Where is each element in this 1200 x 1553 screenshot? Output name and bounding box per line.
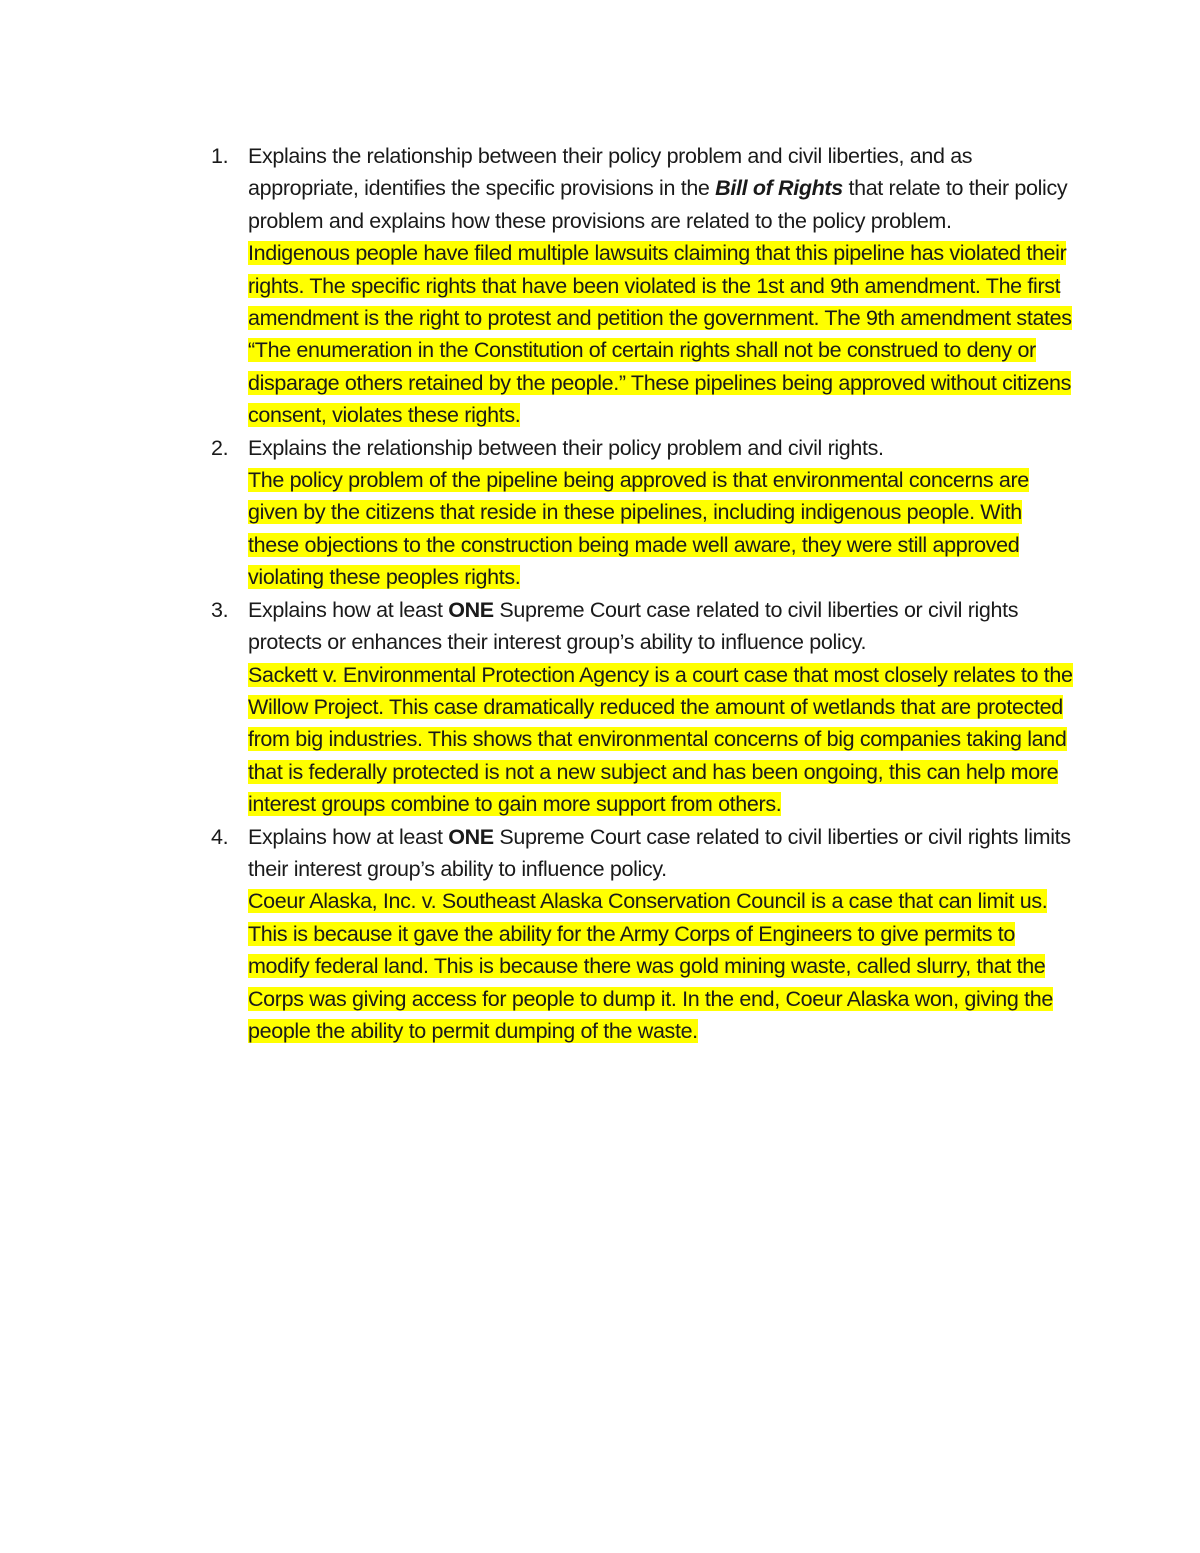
prompt-text: Supreme Court case related to civil liberties or civil rights limits their interest group’s ability to influence policy. xyxy=(248,824,1071,881)
item-answer xyxy=(248,237,1073,431)
list-item-3 xyxy=(203,594,1073,821)
item-prompt xyxy=(248,432,1073,464)
item-number: 2. xyxy=(211,435,229,460)
item-prompt xyxy=(248,594,1073,659)
prompt-text: Explains the relationship between their policy problem and civil liberties, and as appropriate, identifies the specific provisions in the xyxy=(248,144,973,201)
item-number: 1. xyxy=(211,144,229,168)
item-prompt xyxy=(248,140,1073,237)
highlighted-answer: The policy problem of the pipeline being approved is that environmental concerns are given by the citizens that reside in these pipelines, including indigenous people. With these objections to the construction being made well aware, they were still approved violating these peoples rights. xyxy=(248,468,1029,590)
prompt-text: Supreme Court case related to civil liberties or civil rights protects or enhances their interest group’s ability to influence policy. xyxy=(248,597,1019,655)
item-answer xyxy=(248,464,1073,594)
prompt-text: that relate to their policy problem and explains how these provisions are related to the policy problem. xyxy=(248,176,1068,233)
item-number: 4. xyxy=(211,824,229,849)
prompt-emphasis: ONE xyxy=(448,824,494,849)
list-item-1 xyxy=(203,140,1073,432)
highlighted-answer: Sackett v. Environmental Protection Agency is a court case that most closely relates to the Willow Project. This case dramatically reduced the amount of wetlands that are protected from big industries. This shows that environmental concerns of big companies taking land that is federally protected is not a new subject and has been ongoing, this can help more interest groups combine to gain more support from others. xyxy=(248,662,1073,817)
list-item-4 xyxy=(203,821,1073,1048)
prompt-text: Explains the relationship between their policy problem and civil rights. xyxy=(248,435,884,460)
item-number: 3. xyxy=(211,597,229,622)
prompt-text: Explains how at least xyxy=(248,597,449,622)
numbered-list xyxy=(203,140,1073,1047)
item-answer xyxy=(248,885,1073,1047)
item-answer xyxy=(248,659,1073,821)
highlighted-answer: Coeur Alaska, Inc. v. Southeast Alaska Conservation Council is a case that can limit us. This is because it gave the ability for the Army Corps of Engineers to give permits to modify federal land. This is because there was gold mining waste, called slurry, that the Corps was giving access for people to dump it. In the end, Coeur Alaska won, giving the people the ability to permit dumping of the waste. xyxy=(248,889,1053,1043)
item-prompt xyxy=(248,821,1073,886)
list-item-2 xyxy=(203,432,1073,594)
prompt-text: Explains how at least xyxy=(248,824,449,849)
prompt-emphasis: ONE xyxy=(448,597,494,622)
prompt-emphasis: Bill of Rights xyxy=(715,176,843,201)
highlighted-answer: Indigenous people have filed multiple lawsuits claiming that this pipeline has violated their rights. The specific rights that have been violated is the 1st and 9th amendment. The first amendment is the right to protest and petition the government. The 9th amendment states “The enumeration in the Constitution of certain rights shall not be construed to deny or disparage others retained by the people.” These pipelines being approved without citizens consent, violates these rights. xyxy=(248,241,1072,428)
